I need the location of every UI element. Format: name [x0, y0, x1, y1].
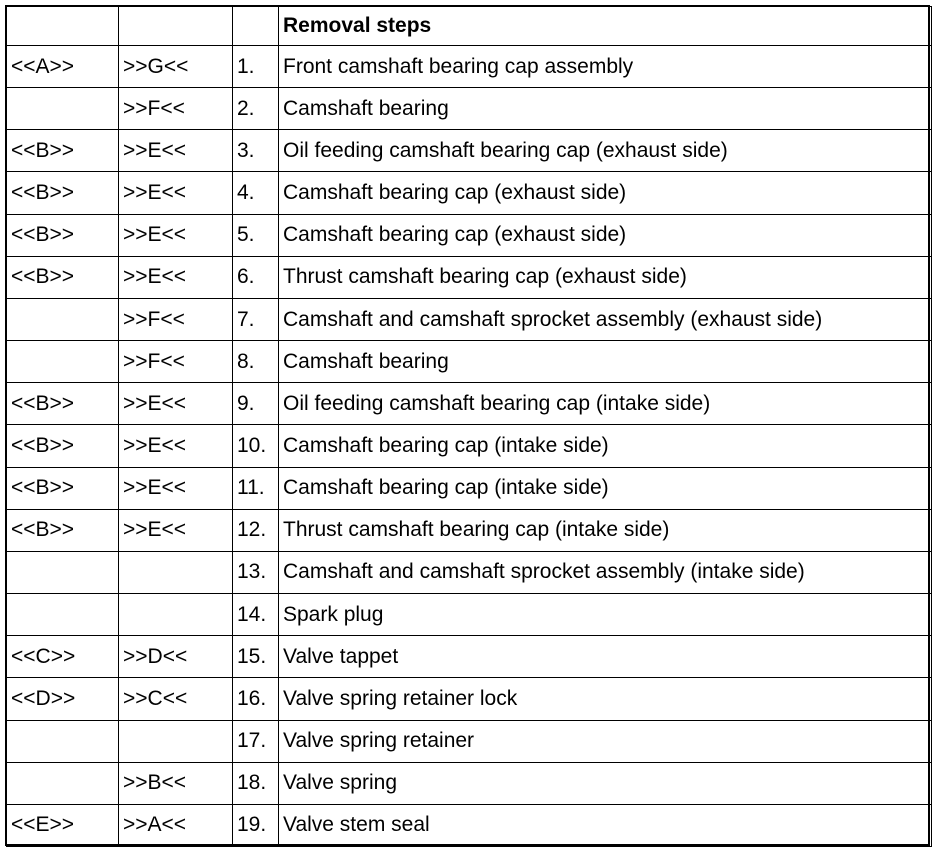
- step-number-cell: 10.: [233, 425, 279, 467]
- step-description-cell: Valve stem seal: [279, 804, 932, 846]
- step-number-cell: 4.: [233, 172, 279, 214]
- install-ref-cell: <<A>>: [7, 46, 119, 88]
- install-ref-cell: <<B>>: [7, 425, 119, 467]
- table-row: [7, 130, 932, 172]
- removal-ref-cell: >>G<<: [119, 46, 233, 88]
- step-description-cell: Oil feeding camshaft bearing cap (exhaust side): [279, 130, 932, 172]
- step-description-cell: Valve spring retainer lock: [279, 678, 932, 720]
- step-description-cell: Camshaft bearing cap (exhaust side): [279, 172, 932, 214]
- removal-ref-cell: >>F<<: [119, 298, 233, 340]
- install-ref-cell: [7, 88, 119, 130]
- install-ref-cell: [7, 551, 119, 593]
- step-number-cell: 18.: [233, 762, 279, 804]
- table-row: [7, 214, 932, 256]
- install-ref-cell: <<B>>: [7, 172, 119, 214]
- install-ref-cell: [7, 720, 119, 762]
- removal-ref-cell: [119, 594, 233, 636]
- table-row: [7, 509, 932, 551]
- removal-ref-cell: >>E<<: [119, 214, 233, 256]
- removal-ref-cell: >>F<<: [119, 341, 233, 383]
- table-row: [7, 720, 932, 762]
- step-description-cell: Valve spring: [279, 762, 932, 804]
- removal-ref-cell: [119, 720, 233, 762]
- step-description-cell: Camshaft bearing cap (exhaust side): [279, 214, 932, 256]
- install-ref-cell: <<B>>: [7, 509, 119, 551]
- removal-ref-cell: >>B<<: [119, 762, 233, 804]
- step-description-cell: Thrust camshaft bearing cap (intake side): [279, 509, 932, 551]
- step-number-cell: 11.: [233, 467, 279, 509]
- table-row: [7, 467, 932, 509]
- step-number-cell: 8.: [233, 341, 279, 383]
- install-ref-cell: <<B>>: [7, 383, 119, 425]
- step-description-cell: Camshaft bearing cap (intake side): [279, 467, 932, 509]
- step-number-cell: 7.: [233, 298, 279, 340]
- removal-ref-cell: >>E<<: [119, 130, 233, 172]
- step-number-cell: 16.: [233, 678, 279, 720]
- table-row: [7, 678, 932, 720]
- table-body: [7, 46, 932, 847]
- table-row: [7, 88, 932, 130]
- table-row: [7, 383, 932, 425]
- install-ref-cell: <<B>>: [7, 130, 119, 172]
- removal-ref-cell: >>C<<: [119, 678, 233, 720]
- table-row: [7, 425, 932, 467]
- removal-ref-cell: [119, 551, 233, 593]
- header-title: Removal steps: [279, 7, 932, 46]
- table-row: [7, 256, 932, 298]
- step-number-cell: 14.: [233, 594, 279, 636]
- header-cell-removal-ref: [119, 7, 233, 46]
- table-row: [7, 341, 932, 383]
- header-cell-number: [233, 7, 279, 46]
- step-number-cell: 1.: [233, 46, 279, 88]
- step-number-cell: 2.: [233, 88, 279, 130]
- step-number-cell: 6.: [233, 256, 279, 298]
- step-description-cell: Camshaft bearing: [279, 341, 932, 383]
- install-ref-cell: <<B>>: [7, 467, 119, 509]
- step-description-cell: Camshaft and camshaft sprocket assembly (intake side): [279, 551, 932, 593]
- removal-ref-cell: >>F<<: [119, 88, 233, 130]
- table-row: [7, 172, 932, 214]
- install-ref-cell: [7, 762, 119, 804]
- step-number-cell: 5.: [233, 214, 279, 256]
- table-row: [7, 551, 932, 593]
- install-ref-cell: <<E>>: [7, 804, 119, 846]
- removal-ref-cell: >>E<<: [119, 509, 233, 551]
- table-row: [7, 762, 932, 804]
- install-ref-cell: [7, 298, 119, 340]
- step-number-cell: 12.: [233, 509, 279, 551]
- removal-ref-cell: >>D<<: [119, 636, 233, 678]
- install-ref-cell: <<C>>: [7, 636, 119, 678]
- table-row: [7, 46, 932, 88]
- removal-ref-cell: >>E<<: [119, 256, 233, 298]
- step-number-cell: 13.: [233, 551, 279, 593]
- step-number-cell: 19.: [233, 804, 279, 846]
- header-row: [7, 7, 932, 46]
- step-description-cell: Spark plug: [279, 594, 932, 636]
- step-description-cell: Thrust camshaft bearing cap (exhaust side): [279, 256, 932, 298]
- install-ref-cell: <<B>>: [7, 256, 119, 298]
- step-number-cell: 3.: [233, 130, 279, 172]
- step-description-cell: Valve spring retainer: [279, 720, 932, 762]
- step-description-cell: Camshaft and camshaft sprocket assembly (exhaust side): [279, 298, 932, 340]
- removal-ref-cell: >>E<<: [119, 383, 233, 425]
- removal-ref-cell: >>E<<: [119, 467, 233, 509]
- step-number-cell: 17.: [233, 720, 279, 762]
- install-ref-cell: [7, 341, 119, 383]
- header-cell-installation-ref: [7, 7, 119, 46]
- table-row: [7, 804, 932, 846]
- step-description-cell: Oil feeding camshaft bearing cap (intake side): [279, 383, 932, 425]
- table-row: [7, 636, 932, 678]
- step-description-cell: Valve tappet: [279, 636, 932, 678]
- removal-ref-cell: >>E<<: [119, 425, 233, 467]
- table-row: [7, 298, 932, 340]
- step-description-cell: Camshaft bearing cap (intake side): [279, 425, 932, 467]
- step-description-cell: Camshaft bearing: [279, 88, 932, 130]
- install-ref-cell: <<B>>: [7, 214, 119, 256]
- install-ref-cell: <<D>>: [7, 678, 119, 720]
- table-row: [7, 594, 932, 636]
- step-description-cell: Front camshaft bearing cap assembly: [279, 46, 932, 88]
- removal-ref-cell: >>A<<: [119, 804, 233, 846]
- step-number-cell: 9.: [233, 383, 279, 425]
- install-ref-cell: [7, 594, 119, 636]
- step-number-cell: 15.: [233, 636, 279, 678]
- removal-ref-cell: >>E<<: [119, 172, 233, 214]
- removal-steps-table: [6, 6, 932, 847]
